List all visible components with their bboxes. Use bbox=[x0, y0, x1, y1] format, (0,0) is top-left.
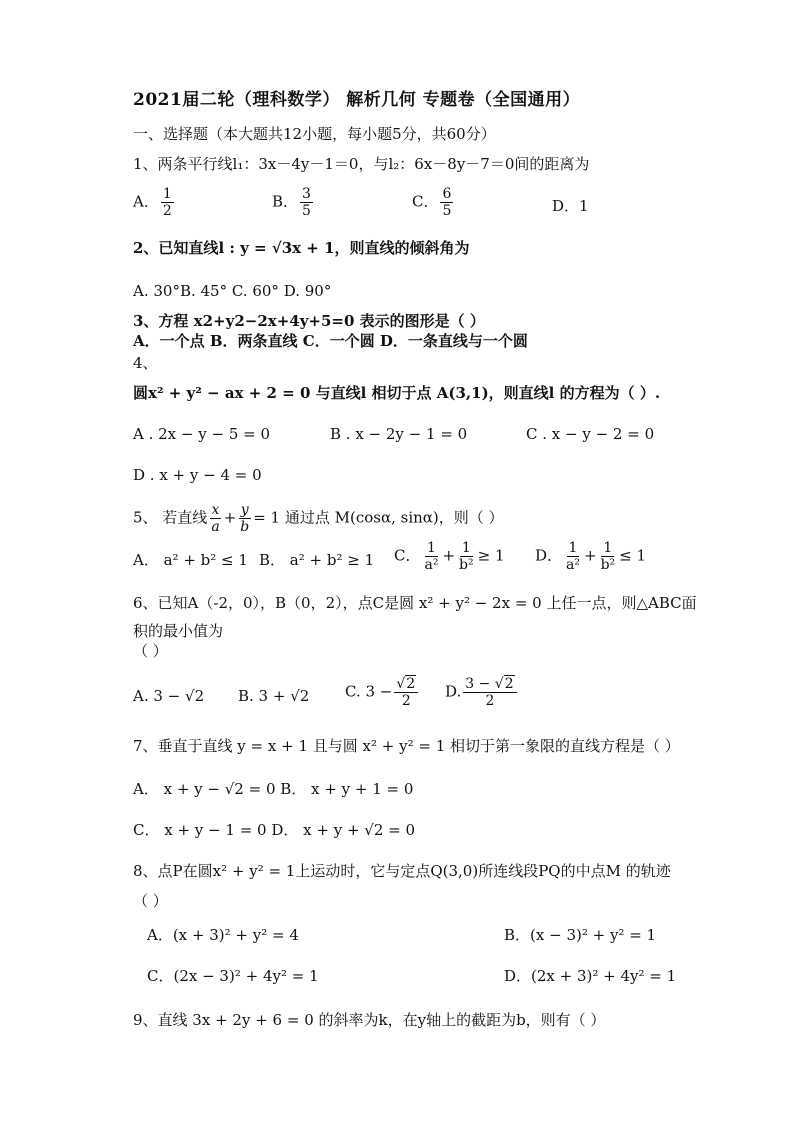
q1-option-b: B． $\frac{3}{5}$ bbox=[272, 186, 311, 219]
q4-option-c: C . x − y − 2 = 0 bbox=[526, 425, 655, 443]
q7-options-cd: C． x + y − 1 = 0 D． x + y + √2 = 0 bbox=[133, 821, 416, 839]
question-3-stem: 3、方程 x2+y2−2x+4y+5=0 表示的图形是（ ） bbox=[133, 312, 485, 330]
question-6-stem-line1: 6、已知A（-2，0），B（0，2），点C是圆 x² + y² − 2x = 0 上任一点，则△ABC面 bbox=[133, 594, 697, 612]
q2-options: A. 30°B. 45° C. 60° D. 90° bbox=[133, 282, 332, 300]
q5-option-a: A． a² + b² ≤ 1 bbox=[133, 551, 248, 569]
q4-option-a: A . 2x − y − 5 = 0 bbox=[133, 425, 271, 443]
q6-option-b: B. 3 + √2 bbox=[238, 687, 310, 705]
q5-option-d: D． $\frac{1}{\text{a²}}$ + $\frac{1}{\text{b²}}$ ≤ 1 bbox=[535, 540, 647, 573]
q4-option-d: D . x + y − 4 = 0 bbox=[133, 466, 262, 484]
q8-answer-paren: （ ） bbox=[133, 892, 168, 910]
q1-option-a: A． $\frac{1}{2}$ bbox=[133, 186, 172, 219]
question-1-stem: 1、两条平行线l₁：3x－4y－1＝0，与l₂：6x－8y－7＝0间的距离为 bbox=[133, 155, 590, 173]
q8-option-b: B．(x − 3)² + y² = 1 bbox=[504, 926, 657, 944]
q8-option-d: D．(2x + 3)² + 4y² = 1 bbox=[504, 967, 677, 985]
page-title: 2021届二轮（理科数学） 解析几何 专题卷（全国通用） bbox=[133, 90, 581, 110]
question-4-number: 4、 bbox=[133, 354, 158, 372]
q6-option-d: D. $\frac{3 - √2}{2}$ bbox=[445, 676, 519, 709]
q1-option-d: D．1 bbox=[552, 197, 589, 215]
q6-answer-paren: （ ） bbox=[133, 642, 168, 660]
question-6-stem-line2: 积的最小值为 bbox=[133, 622, 224, 640]
q1-option-c: C． $\frac{6}{5}$ bbox=[412, 186, 452, 219]
q4-option-b: B . x − 2y − 1 = 0 bbox=[330, 425, 468, 443]
q3-options: A．一个点 B．两条直线 C．一个圆 D．一条直线与一个圆 bbox=[133, 332, 528, 350]
question-5-stem: 5、 若直线 $\frac{x}{a}$ + $\frac{y}{b}$ = 1 通过点 M(cosα, sinα)，则（ ） bbox=[133, 502, 504, 535]
question-2-stem: 2、已知直线l : y = √3x + 1，则直线的倾斜角为 bbox=[133, 239, 470, 257]
question-4-stem: 圆x² + y² − ax + 2 = 0 与直线l 相切于点 A(3,1)，则直线l 的方程为（ ）. bbox=[133, 384, 661, 402]
q5-option-c: C． $\frac{1}{\text{a²}}$ + $\frac{1}{\text{b²}}$ ≥ 1 bbox=[394, 540, 505, 573]
q5-option-b: B． a² + b² ≥ 1 bbox=[259, 551, 375, 569]
q6-option-c: C. 3 − $\frac{√2}{2}$ bbox=[345, 676, 420, 709]
question-7-stem: 7、垂直于直线 y = x + 1 且与圆 x² + y² = 1 相切于第一象限的直线方程是（ ） bbox=[133, 737, 680, 755]
q6-option-a: A. 3 − √2 bbox=[133, 687, 205, 705]
q7-options-ab: A． x + y − √2 = 0 B． x + y + 1 = 0 bbox=[133, 780, 414, 798]
question-8-stem: 8、点P在圆x² + y² = 1上运动时，它与定点Q(3,0)所连线段PQ的中点M 的轨迹 bbox=[133, 862, 671, 880]
question-9-stem: 9、直线 3x + 2y + 6 = 0 的斜率为k，在y轴上的截距为b，则有（ ） bbox=[133, 1011, 606, 1029]
section-heading: 一、选择题（本大题共12小题，每小题5分，共60分） bbox=[133, 125, 496, 143]
q8-option-c: C．(2x − 3)² + 4y² = 1 bbox=[147, 967, 319, 985]
q8-option-a: A．(x + 3)² + y² = 4 bbox=[147, 926, 299, 944]
